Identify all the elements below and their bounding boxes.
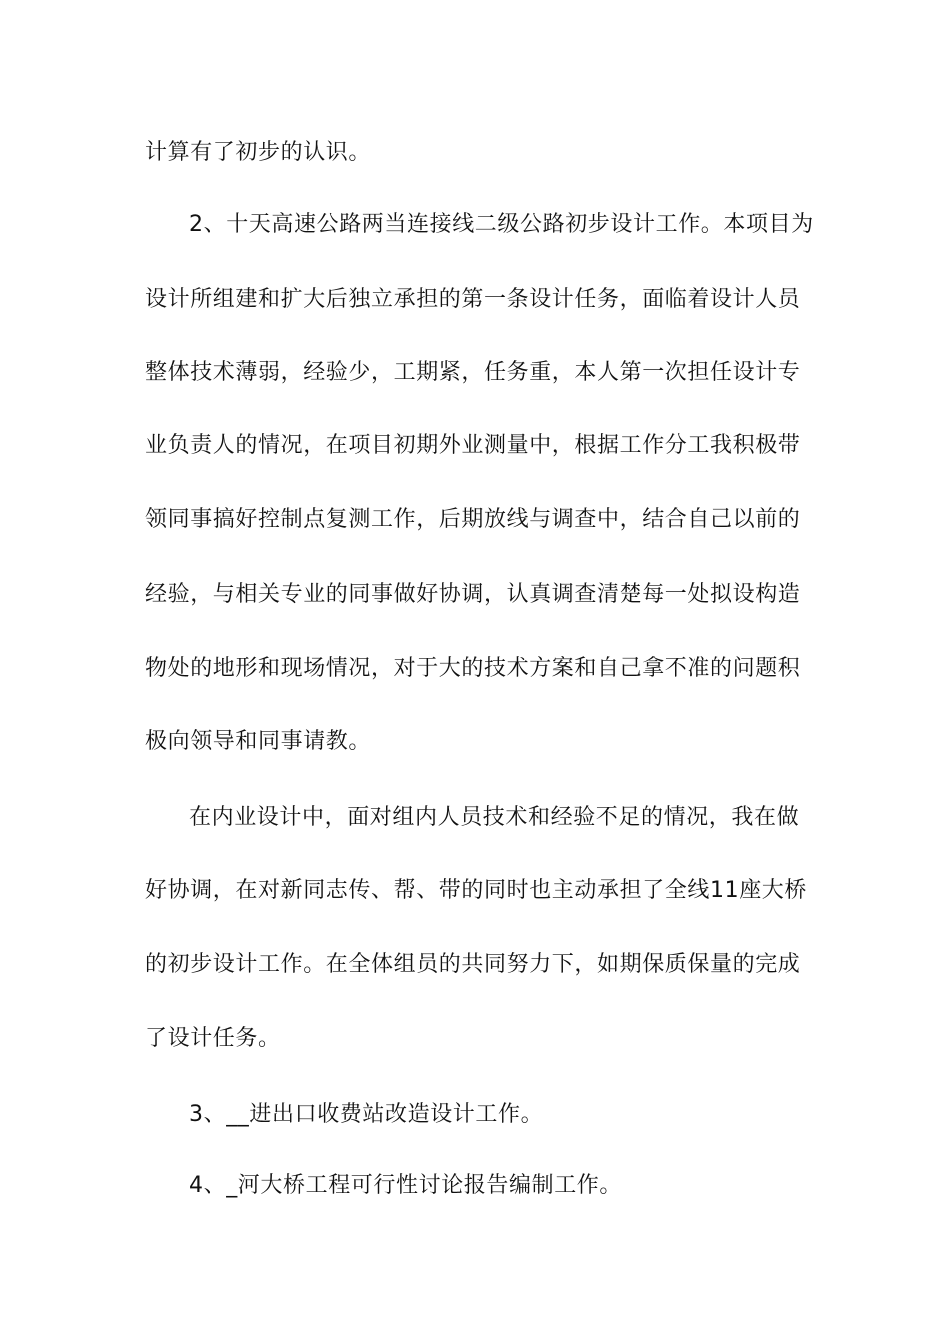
- text-line-5: 业负责人的情况，在项目初期外业测量中，根据工作分工我积极带: [145, 433, 801, 458]
- text-line-10: 在内业设计中，面对组内人员技术和经验不足的情况，我在做: [189, 805, 800, 830]
- text-line-1: 计算有了初步的认识。: [145, 140, 372, 165]
- text-line-13: 了设计任务。: [145, 1026, 281, 1051]
- text-line-3: 设计所组建和扩大后独立承担的第一条设计任务，面临着设计人员: [145, 287, 801, 312]
- text-line-8: 物处的地形和现场情况，对于大的技术方案和自己拿不准的问题积: [145, 656, 801, 681]
- text-line-11: 好协调，在对新同志传、帮、带的同时也主动承担了全线11座大桥: [145, 878, 807, 903]
- text-line-7: 经验，与相关专业的同事做好协调，认真调查清楚每一处拟设构造: [145, 582, 801, 607]
- text-line-9: 极向领导和同事请教。: [145, 729, 372, 754]
- text-line-4: 整体技术薄弱，经验少，工期紧，任务重，本人第一次担任设计专: [145, 360, 801, 385]
- text-line-14: 3、__进出口收费站改造设计工作。: [189, 1102, 544, 1127]
- text-line-12: 的初步设计工作。在全体组员的共同努力下，如期保质保量的完成: [145, 952, 801, 977]
- text-line-15: 4、_河大桥工程可行性讨论报告编制工作。: [189, 1173, 622, 1198]
- text-line-2: 2、十天高速公路两当连接线二级公路初步设计工作。本项目为: [189, 212, 814, 237]
- text-line-6: 领同事搞好控制点复测工作，后期放线与调查中，结合自己以前的: [145, 507, 801, 532]
